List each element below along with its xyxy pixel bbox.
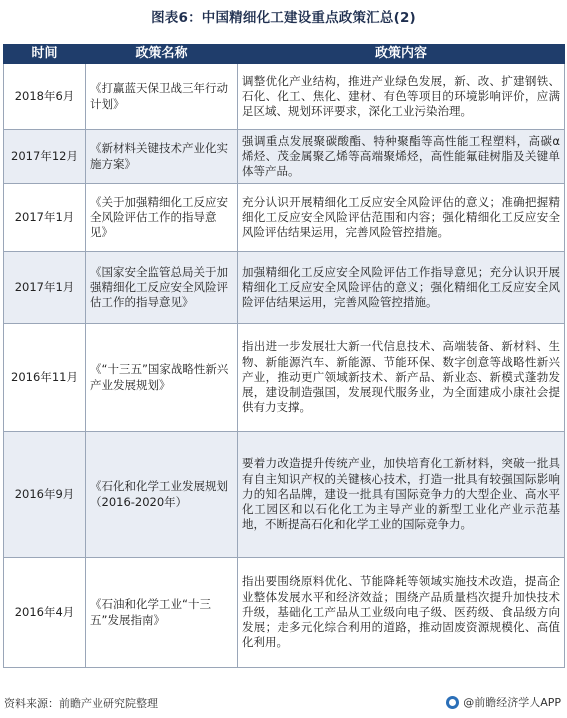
- row-time: 2018年6月: [4, 64, 86, 130]
- header-policy-content: 政策内容: [238, 45, 565, 64]
- table-row: [4, 252, 565, 324]
- row-policy-content: 充分认识开展精细化工反应安全风险评估的意义；准确把握精细化工反应安全风险评估范围和内容；强化精细化工反应安全风险评估结果运用，完善风险管控措施。: [238, 184, 565, 252]
- row-time: 2016年9月: [4, 432, 86, 558]
- row-time: 2016年4月: [4, 558, 86, 668]
- chart-title: 图表6：中国精细化工建设重点政策汇总(2): [151, 10, 416, 26]
- row-policy-content: 加强精细化工反应安全风险评估工作指导意见；充分认识开展精细化工反应安全风险评估的意义；强化精细化工反应安全风险评估结果运用，完善风险管控措施。: [238, 252, 565, 324]
- row-policy-name: 《“十三五”国家战略性新兴产业发展规划》: [86, 324, 238, 432]
- policy-table: [3, 44, 565, 668]
- row-time: 2017年12月: [4, 130, 86, 184]
- table-row: [4, 64, 565, 130]
- row-policy-name: 《石化和化学工业发展规划（2016-2020年）: [86, 432, 238, 558]
- table-header-row: [4, 45, 565, 64]
- table-row: [4, 324, 565, 432]
- row-policy-name: 《打赢蓝天保卫战三年行动计划》: [86, 64, 238, 130]
- row-time: 2017年1月: [4, 184, 86, 252]
- table-row: [4, 184, 565, 252]
- row-policy-name: 《石油和化学工业“十三五”发展指南》: [86, 558, 238, 668]
- table-row: [4, 130, 565, 184]
- brand-text: @前瞻经济学人APP: [463, 696, 561, 709]
- row-policy-name: 《关于加强精细化工反应安全风险评估工作的指导意见》: [86, 184, 238, 252]
- brand-credit: [446, 694, 561, 710]
- qianzhan-logo-icon: [446, 696, 459, 709]
- source-note: 资料来源：前瞻产业研究院整理: [4, 697, 158, 710]
- row-time: 2016年11月: [4, 324, 86, 432]
- row-time: 2017年1月: [4, 252, 86, 324]
- header-time: 时间: [4, 45, 86, 64]
- row-policy-name: 《新材料关键技术产业化实施方案》: [86, 130, 238, 184]
- row-policy-content: 指出进一步发展壮大新一代信息技术、高端装备、新材料、生物、新能源汽车、新能源、节能环保、数字创意等战略性新兴产业，推动更广领域新技术、新产品、新业态、新模式蓬勃发展，建设制造强国，发展现代服务业，为全面建成小康社会提供有力支撑。: [238, 324, 565, 432]
- row-policy-name: 《国家安全监管总局关于加强精细化工反应安全风险评估工作的指导意见》: [86, 252, 238, 324]
- table-row: [4, 558, 565, 668]
- row-policy-content: 强调重点发展聚碳酸酯、特种聚酯等高性能工程塑料，高碳α烯烃、茂金属聚乙烯等高端聚烯烃，高性能氟硅树脂及关键单体等产品。: [238, 130, 565, 184]
- row-policy-content: 要着力改造提升传统产业，加快培育化工新材料，突破一批具有自主知识产权的关键核心技术，打造一批具有较强国际影响力的知名品牌，建设一批具有国际竞争力的大型企业、高水平化工园区和以石化化工为主导产业的新型工业化产业示范基地，不断提高石化和化学工业的国际竞争力。: [238, 432, 565, 558]
- table-row: [4, 432, 565, 558]
- row-policy-content: 指出要围绕原料优化、节能降耗等领域实施技术改造，提高企业整体发展水平和经济效益；围绕产品质量档次提升加快技术升级，基础化工产品从工业级向电子级、医药级、食品级方向发展；走多元化综合利用的道路，推动固废资源规模化、高值化利用。: [238, 558, 565, 668]
- row-policy-content: 调整优化产业结构，推进产业绿色发展，新、改、扩建钢铁、石化、化工、焦化、建材、有色等项目的环境影响评价，应满足区域、规划环评要求，深化工业污染治理。: [238, 64, 565, 130]
- header-policy-name: 政策名称: [86, 45, 238, 64]
